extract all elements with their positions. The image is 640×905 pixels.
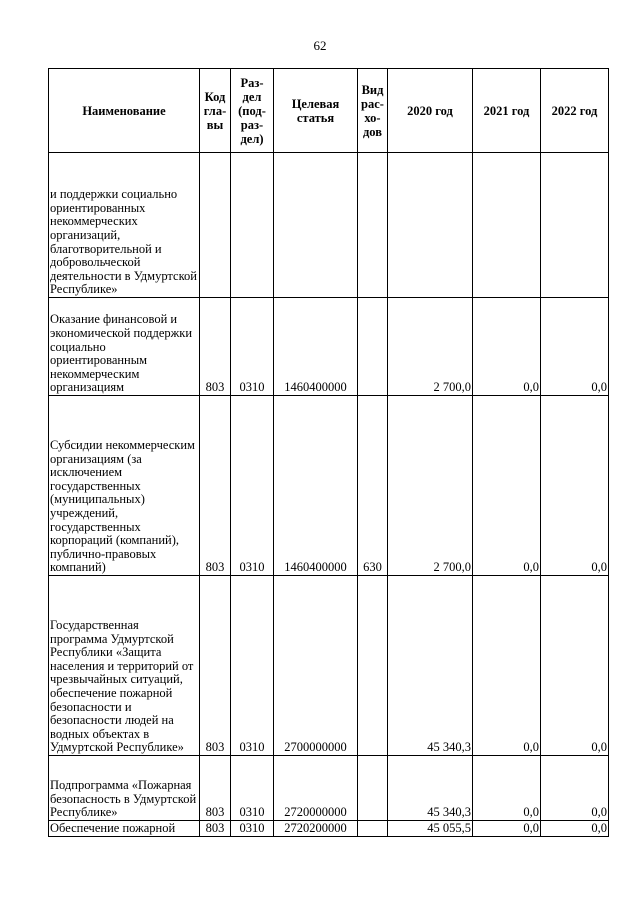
cell-article — [274, 153, 358, 298]
cell-2020: 45 340,3 — [388, 576, 473, 756]
table-row — [49, 756, 609, 821]
cell-expense-type — [358, 298, 388, 396]
cell-2020: 45 340,3 — [388, 756, 473, 821]
cell-2020: 45 055,5 — [388, 821, 473, 837]
cell-expense-type — [358, 821, 388, 837]
cell-2022: 0,0 — [541, 756, 609, 821]
column-header-expense-type: Вид рас- хо- дов — [358, 69, 388, 153]
cell-name: Оказание финансовой и экономической поддержки социально ориентированным некоммерческим организациям — [49, 298, 200, 396]
column-header-chapter: Код гла- вы — [200, 69, 231, 153]
cell-2022: 0,0 — [541, 821, 609, 837]
cell-2020: 2 700,0 — [388, 396, 473, 576]
cell-section: 0310 — [231, 576, 274, 756]
cell-name: Подпрограмма «Пожарная безопасность в Удмуртской Республике» — [49, 756, 200, 821]
cell-name: и поддержки социально ориентированных некоммерческих организаций, благотворительной и добровольческой деятельности в Удмуртской Республике» — [49, 153, 200, 298]
cell-2021: 0,0 — [473, 756, 541, 821]
table-row — [49, 153, 609, 298]
cell-name: Обеспечение пожарной — [49, 821, 200, 837]
cell-article: 1460400000 — [274, 298, 358, 396]
budget-table — [48, 68, 609, 837]
cell-2021: 0,0 — [473, 576, 541, 756]
cell-chapter: 803 — [200, 298, 231, 396]
table-row — [49, 821, 609, 837]
cell-section — [231, 153, 274, 298]
cell-section: 0310 — [231, 756, 274, 821]
cell-2020: 2 700,0 — [388, 298, 473, 396]
cell-article: 2700000000 — [274, 576, 358, 756]
cell-2021: 0,0 — [473, 396, 541, 576]
column-header-section: Раз- дел (под- раз- дел) — [231, 69, 274, 153]
cell-2022: 0,0 — [541, 396, 609, 576]
cell-chapter: 803 — [200, 396, 231, 576]
cell-chapter: 803 — [200, 756, 231, 821]
cell-2022: 0,0 — [541, 576, 609, 756]
cell-chapter: 803 — [200, 576, 231, 756]
cell-article: 2720200000 — [274, 821, 358, 837]
table-row — [49, 396, 609, 576]
column-header-2020: 2020 год — [388, 69, 473, 153]
cell-section: 0310 — [231, 821, 274, 837]
table-row — [49, 298, 609, 396]
column-header-2021: 2021 год — [473, 69, 541, 153]
cell-2021 — [473, 153, 541, 298]
cell-2022 — [541, 153, 609, 298]
cell-chapter: 803 — [200, 821, 231, 837]
column-header-article: Целевая статья — [274, 69, 358, 153]
cell-article: 1460400000 — [274, 396, 358, 576]
cell-expense-type — [358, 756, 388, 821]
cell-name: Государственная программа Удмуртской Республики «Защита населения и территорий от чрезвычайных ситуаций, обеспечение пожарной безопасности и безопасности людей на водных объектах в Удмуртской Республике» — [49, 576, 200, 756]
column-header-name: Наименование — [49, 69, 200, 153]
table-row — [49, 576, 609, 756]
cell-chapter — [200, 153, 231, 298]
table-header-row — [49, 69, 609, 153]
cell-expense-type — [358, 153, 388, 298]
cell-expense-type — [358, 576, 388, 756]
cell-2020 — [388, 153, 473, 298]
page-number: 62 — [313, 38, 327, 53]
cell-section: 0310 — [231, 396, 274, 576]
cell-section: 0310 — [231, 298, 274, 396]
column-header-2022: 2022 год — [541, 69, 609, 153]
cell-2021: 0,0 — [473, 298, 541, 396]
cell-expense-type: 630 — [358, 396, 388, 576]
cell-2022: 0,0 — [541, 298, 609, 396]
cell-name: Субсидии некоммерческим организациям (за исключением государственных (муниципальных) учреждений, государственных корпораций (компаний), публично-правовых компаний) — [49, 396, 200, 576]
cell-article: 2720000000 — [274, 756, 358, 821]
cell-2021: 0,0 — [473, 821, 541, 837]
